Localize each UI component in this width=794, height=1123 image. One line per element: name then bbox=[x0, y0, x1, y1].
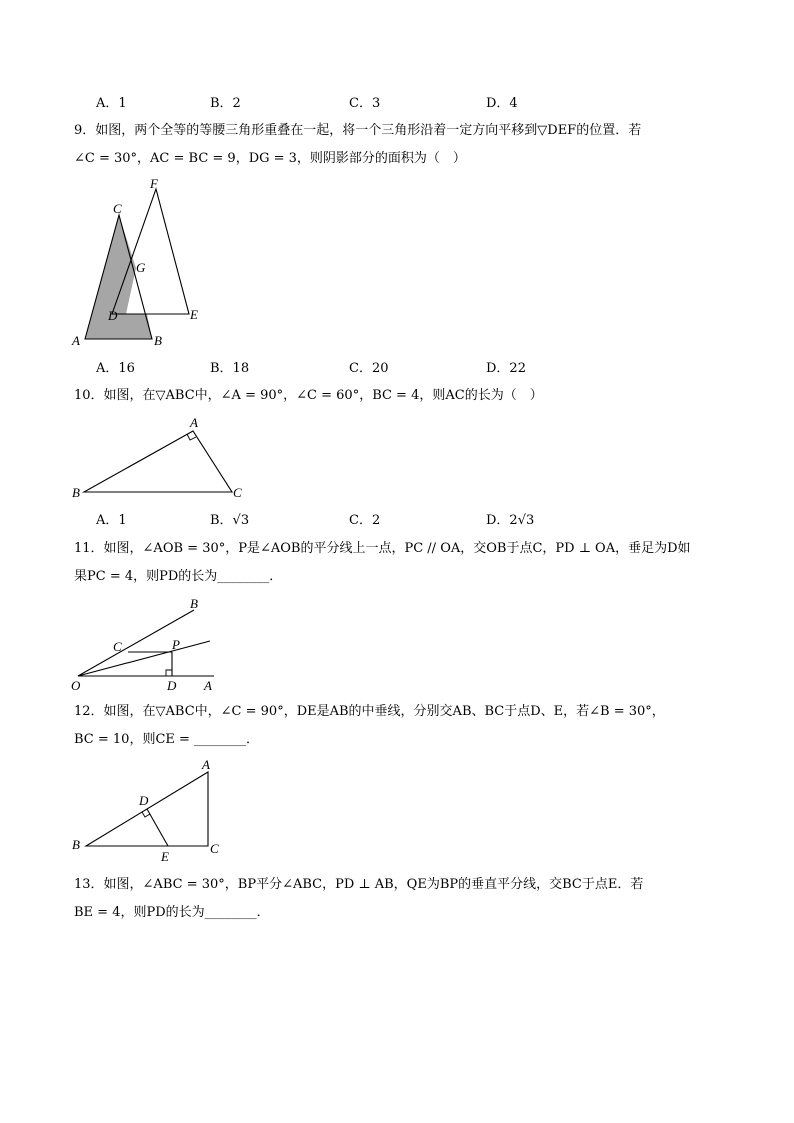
q12-label-c: C bbox=[210, 841, 219, 856]
q9-label-g: G bbox=[136, 260, 146, 275]
q9-label-b: B bbox=[154, 333, 162, 348]
q11-right-angle-mark bbox=[166, 670, 172, 676]
q8-option-b: B．2 bbox=[210, 96, 241, 111]
q10-right-angle-mark bbox=[187, 434, 196, 440]
q9-label-d: D bbox=[108, 308, 118, 323]
q8-option-a: A．1 bbox=[96, 96, 127, 111]
q9-option-c: C．20 bbox=[349, 361, 389, 376]
q9-option-b: B．18 bbox=[210, 361, 250, 376]
q9-label-f: F bbox=[150, 176, 158, 191]
q9-option-d: D．22 bbox=[486, 361, 526, 376]
q12-question-line-1: 12．如图，在▽ABC中，∠C = 90°，DE是AB的中垂线，分别交AB、BC于点D、E，若∠B = 30°， bbox=[74, 704, 665, 719]
q9-option-a: A．16 bbox=[96, 361, 135, 376]
q12-segment-de bbox=[147, 809, 168, 846]
q9-question-line-2: ∠C = 30°，AC = BC = 9，DG = 3，则阴影部分的面积为（ ） bbox=[74, 151, 466, 166]
q12-label-b: B bbox=[72, 837, 80, 852]
q11-label-o: O bbox=[71, 678, 81, 693]
q12-label-a: A bbox=[202, 757, 210, 772]
q9-figure bbox=[70, 175, 210, 350]
q9-shaded-region bbox=[85, 215, 152, 339]
q10-option-c: C．2 bbox=[349, 513, 381, 528]
q11-question-line-2: 果PC = 4，则PD的长为________． bbox=[74, 569, 283, 584]
q11-label-p: P bbox=[172, 637, 180, 652]
q10-label-b: B bbox=[72, 485, 80, 500]
q10-triangle bbox=[84, 431, 232, 492]
q13-question-line-1: 13．如图，∠ABC = 30°，BP平分∠ABC，PD ⊥ AB，QE为BP的垂直平分线，交BC于点E．若 bbox=[74, 877, 644, 892]
q11-label-a: A bbox=[204, 678, 212, 693]
q8-option-c: C．3 bbox=[349, 96, 381, 111]
q10-option-a: A．1 bbox=[96, 513, 127, 528]
q11-label-b: B bbox=[190, 596, 198, 611]
q9-label-a: A bbox=[72, 333, 80, 348]
q9-label-e: E bbox=[190, 307, 198, 322]
q8-option-d: D．4 bbox=[486, 96, 518, 111]
q10-option-b: B．√3 bbox=[210, 513, 250, 528]
q10-question-line-1: 10．如图，在▽ABC中，∠A = 90°，∠C = 60°，BC = 4，则AC的长为（ ） bbox=[74, 388, 543, 403]
q11-label-c: C bbox=[113, 639, 122, 654]
q10-label-c: C bbox=[233, 485, 242, 500]
q12-question-line-2: BC = 10，则CE = ________． bbox=[74, 732, 260, 747]
q10-label-a: A bbox=[190, 415, 198, 430]
q11-label-d: D bbox=[167, 678, 177, 693]
q12-label-d: D bbox=[139, 793, 149, 808]
q9-label-c: C bbox=[113, 201, 122, 216]
q10-option-d: D．2√3 bbox=[486, 513, 535, 528]
q11-bisector bbox=[78, 641, 210, 676]
q9-question-line-1: 9．如图，两个全等的等腰三角形重叠在一起，将一个三角形沿着一定方向平移到▽DEF的位置．若 bbox=[74, 123, 642, 138]
q11-question-line-1: 11．如图，∠AOB = 30°，P是∠AOB的平分线上一点，PC // OA，交OB于点C，PD ⊥ OA，垂足为D如 bbox=[74, 541, 691, 556]
q12-label-e: E bbox=[161, 849, 169, 864]
q10-figure bbox=[68, 410, 258, 505]
q11-figure bbox=[66, 592, 236, 694]
q12-figure bbox=[68, 756, 238, 866]
q13-question-line-2: BE = 4，则PD的长为________． bbox=[74, 905, 270, 920]
